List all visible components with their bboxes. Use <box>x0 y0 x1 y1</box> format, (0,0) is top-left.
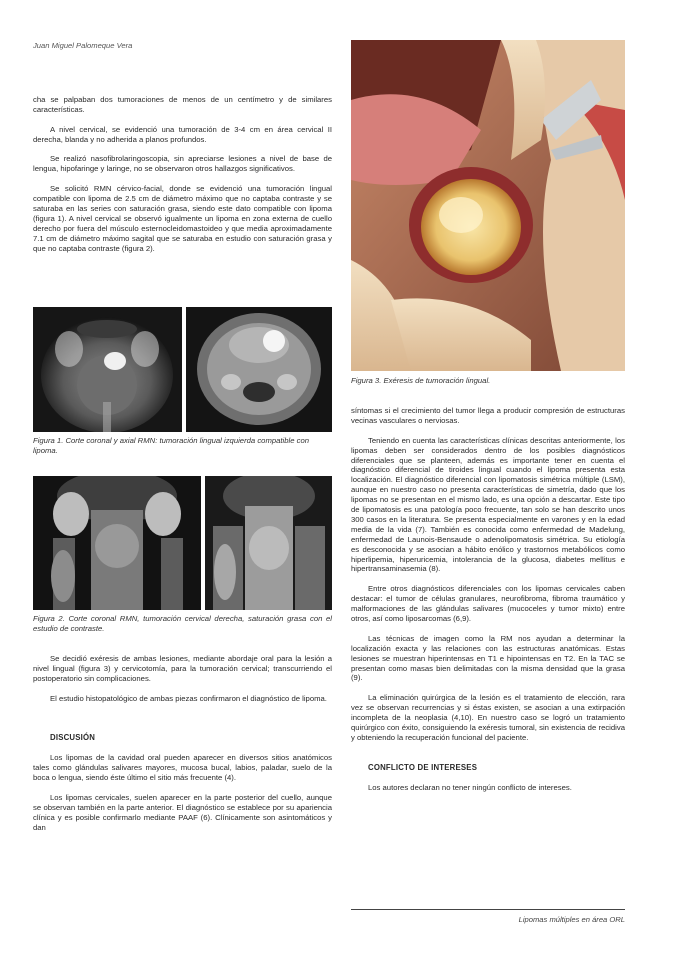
paragraph: Las técnicas de imagen como la RM nos ayudan a determinar la localización exacta y las relaciones con las estructuras anatómicas. Estas lesiones se muestran hiperintensas en T1 e hipointensas en T2. En la TAC se presentan como masas bien delimitadas con la misma densidad que la grasa (9). <box>351 633 625 683</box>
section-heading-discussion: DISCUSIÓN <box>50 733 96 743</box>
left-column-top <box>33 95 332 263</box>
mri-coronal-saturated-image <box>205 476 332 610</box>
paragraph: A nivel cervical, se evidenció una tumoración de 3-4 cm en área cervical II derecha, blanda y no adherida a planos profundos. <box>33 124 332 144</box>
mri-coronal-image <box>33 476 201 610</box>
paragraph: El estudio histopatológico de ambas piezas confirmaron el diagnóstico de lipoma. <box>50 693 327 703</box>
figure-3-caption: Figura 3. Exéresis de tumoración lingual. <box>351 376 491 385</box>
running-title: Lipomas múltiples en área ORL <box>518 915 625 924</box>
footer-divider <box>351 909 625 910</box>
paragraph: Se realizó nasofibrolaringoscopia, sin apreciarse lesiones a nivel de base de lengua, hipofaringe y laringe, no se observaron otros hallazgos significativos. <box>33 154 332 174</box>
figure-1-mri <box>33 307 332 432</box>
left-column-bottom <box>33 654 332 842</box>
paragraph: Los autores declaran no tener ningún conflicto de intereses. <box>368 782 572 792</box>
figure-2-caption: Figura 2. Corte coronal RMN, tumoración cervical derecha, saturación grasa con el estudio de contraste. <box>33 614 332 633</box>
figure-2-mri <box>33 476 332 610</box>
paragraph: síntomas si el crecimiento del tumor llega a producir compresión de estructuras vecinas vasculares o nerviosas. <box>351 406 625 425</box>
paragraph: Los lipomas cervicales, suelen aparecer en la parte posterior del cuello, aunque se observan también en la parte anterior. El diagnóstico se establece por su apariencia clínica y es posible confirmarlo mediante PAAF (6). Clínicamente son asintomáticos y dan <box>33 792 332 832</box>
figure-1-caption: Figura 1. Corte coronal y axial RMN: tumoración lingual izquierda compatible con lipoma. <box>33 436 310 455</box>
paragraph: Entre otros diagnósticos diferenciales con los lipomas cervicales caben destacar: el tumor de células granulares, neurofibroma, fibroma traumático y malformaciones de las glándulas salivares (mucoceles y tumor mixto) entre otros, así como liposarcomas (6,9). <box>351 584 625 623</box>
mri-axial-image <box>186 307 332 432</box>
figure-3-surgery-photo <box>351 40 625 371</box>
mri-coronal-image <box>33 307 182 432</box>
paragraph: cha se palpaban dos tumoraciones de menos de un centímetro y de similares características. <box>33 95 332 114</box>
running-author: Juan Miguel Palomeque Vera <box>33 41 133 50</box>
section-heading-conflict: CONFLICTO DE INTERESES <box>368 762 478 772</box>
paragraph: Se decidió exéresis de ambas lesiones, mediante abordaje oral para la lesión a nivel lingual (figura 3) y cervicotomía, para la tumoración cervical; transcurriendo el postoperatorio sin complicaciones. <box>33 654 332 683</box>
paragraph: Se solicitó RMN cérvico-facial, donde se evidenció una tumoración lingual compatible con lipoma de 2.5 cm de diámetro máximo que no captaba contraste y se saturaba en las series con saturación grasa, siendo este dato compatible con lipoma (figura 1). A nivel cervical se observó igualmente un lipoma en zona externa de cuello derecho por fuera del músculo esternocleidomastoideo y que media aproximadamente 7.1 cm de diámetro máximo sagital que se saturaba en estudio con saturación grasa y que no captaba contraste (figura 2). <box>33 184 332 253</box>
right-column-text <box>351 406 625 802</box>
paragraph: La eliminación quirúrgica de la lesión es el tratamiento de elección, rara vez se observan recurrencias y si éstas existen, se asocian a una extirpación incompleta de la neoplasia (4,10). En nuestro caso se logró un tratamiento quirúrgico con éxito, consiguiendo la exéresis tumoral, sin existencia de recidiva y obteniendo la recuperación funcional del paciente. <box>351 693 625 742</box>
paragraph: Los lipomas de la cavidad oral pueden aparecer en diversos sitios anatómicos tales como glándulas salivares mayores, mucosa bucal, labios, paladar, suelo de la boca o lengua, siendo éste último el sitio más frecuente (4). <box>33 753 332 783</box>
paragraph: Teniendo en cuenta las características clínicas descritas anteriormente, los lipomas deben ser considerados dentro de los posibles diagnósticos diferenciales que se planteen, además es importante tener en cuenta el diagnóstico diferencial de tiroides lingual cuando el lipoma presenta esta localización. El diagnóstico diferencial con lipomatosis simétrica múltiple (LSM), aunque en nuestro caso no presenta características de simetría, dado que los lipomas no se presentan en el mismo lado, es una opción a descartar. Este tipo de lipomatosis es una patología poco frecuente, tan solo se han descrito unos 300 casos en la literatura. Se presenta especialmente en varones y en la edad media de la vida (7). También es conocida como enfermedad de Madelung, enfermedad de Launois-Bensaude o adenolipomatosis simétrica. Su etiología es desconocida y se asocian a hábito enólico y trastornos metabólicos como hiperlipemia, hiperuricemia, intolerancia de la glucosa, diabetes mellitus e hipertransaminasemia (8). <box>351 435 625 574</box>
